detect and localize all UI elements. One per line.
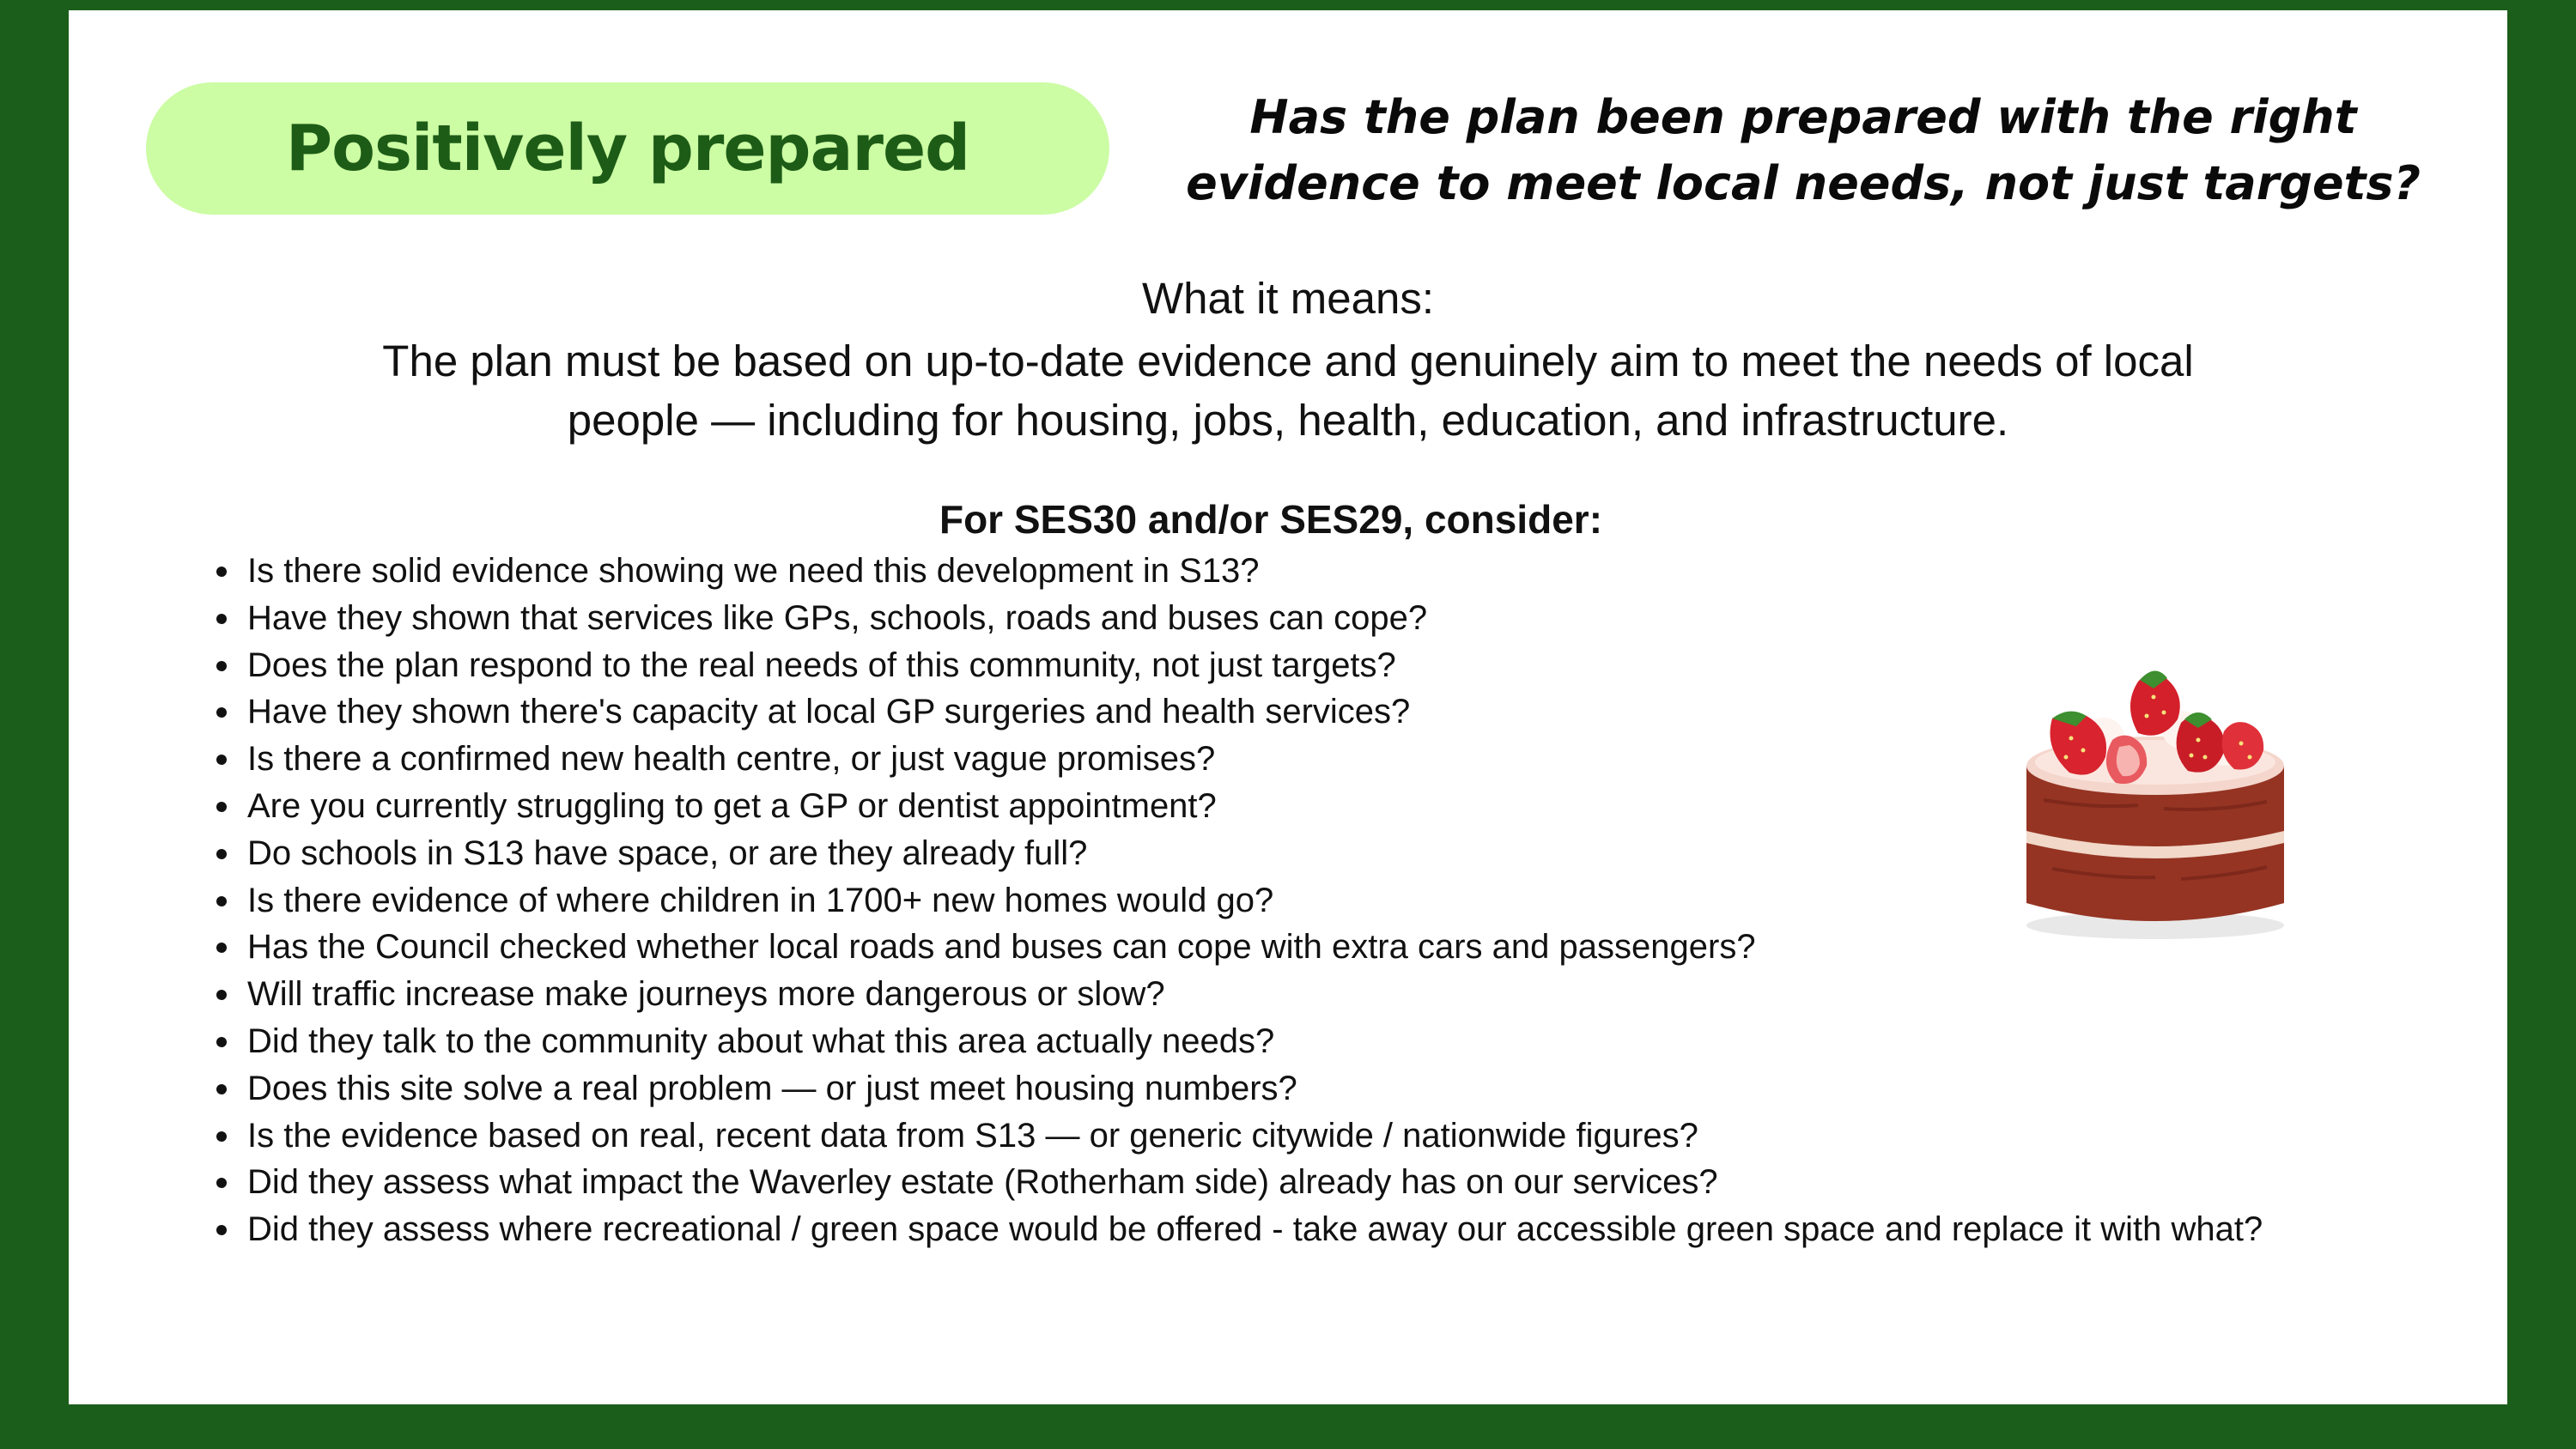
- key-question-line-2: evidence to meet local needs, not just targets?: [1186, 156, 2421, 210]
- consider-heading: For SES30 and/or SES29, consider:: [939, 497, 1603, 542]
- meaning-body: [258, 331, 2318, 450]
- list-item: Has the Council checked whether local roads and buses can cope with extra cars and passengers?: [213, 924, 2394, 971]
- list-item: Does the plan respond to the real needs of this community, not just targets?: [213, 642, 2394, 689]
- meaning-line-1: The plan must be based on up-to-date evidence and genuinely aim to meet the needs of local: [382, 336, 2194, 385]
- title-pill: [146, 82, 1109, 215]
- list-item: Did they assess what impact the Waverley estate (Rotherham side) already has on our services?: [213, 1159, 2394, 1206]
- page-title: Positively prepared: [285, 112, 970, 185]
- list-item: Have they shown there's capacity at local GP surgeries and health services?: [213, 688, 2394, 736]
- list-item: Are you currently struggling to get a GP or dentist appointment?: [213, 783, 2394, 830]
- list-item: Do schools in S13 have space, or are they already full?: [213, 830, 2394, 877]
- list-item: Is the evidence based on real, recent data from S13 — or generic citywide / nationwide figures?: [213, 1113, 2394, 1160]
- list-item: Will traffic increase make journeys more dangerous or slow?: [213, 971, 2394, 1018]
- strawberry-cake-icon: [2009, 637, 2301, 946]
- list-item: Did they assess where recreational / green space would be offered - take away our accessible green space and replace it with what?: [213, 1206, 2394, 1253]
- list-item: Did they talk to the community about what this area actually needs?: [213, 1018, 2394, 1065]
- meaning-heading: What it means:: [1141, 274, 1435, 323]
- key-question-line-1: Has the plan been prepared with the right: [1249, 90, 2357, 144]
- meaning-line-2: people — including for housing, jobs, health, education, and infrastructure.: [567, 396, 2009, 445]
- key-question: [1142, 84, 2464, 216]
- list-item: Have they shown that services like GPs, schools, roads and buses can cope?: [213, 595, 2394, 642]
- list-item: Does this site solve a real problem — or just meet housing numbers?: [213, 1065, 2394, 1113]
- slide-card: [69, 10, 2507, 1404]
- list-item: Is there evidence of where children in 1700+ new homes would go?: [213, 877, 2394, 925]
- list-item: Is there a confirmed new health centre, or just vague promises?: [213, 736, 2394, 783]
- list-item: Is there solid evidence showing we need this development in S13?: [213, 548, 2394, 595]
